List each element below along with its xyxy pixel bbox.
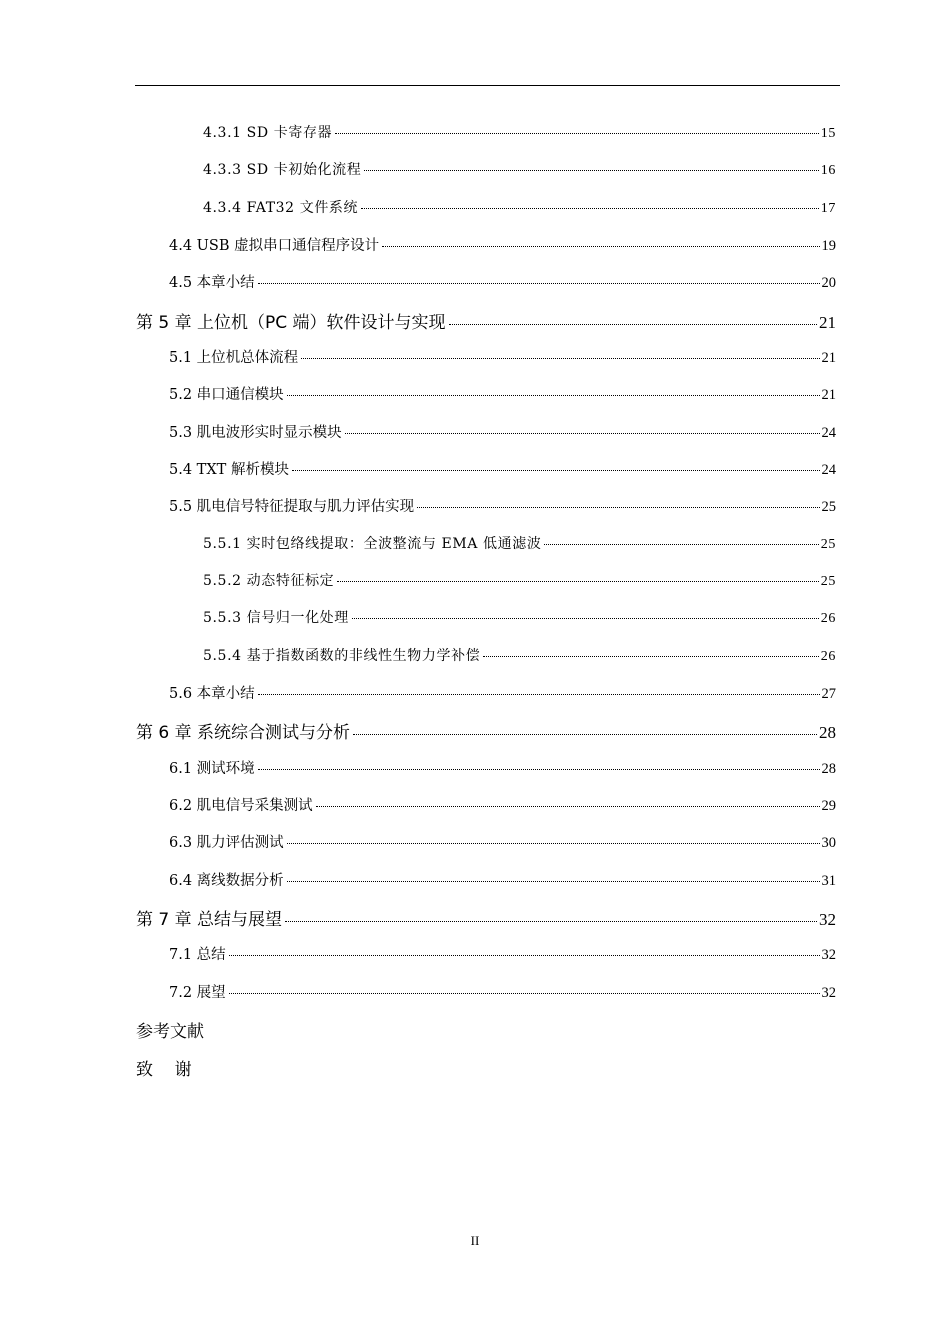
toc-page-number: 32 [821, 985, 836, 1001]
toc-page-number: 28 [819, 723, 836, 742]
toc-entry[interactable] [169, 794, 836, 815]
leader-dots [229, 993, 820, 994]
leader-dots [287, 843, 820, 844]
leader-dots [285, 921, 817, 922]
toc-page-number: 17 [820, 201, 836, 216]
toc-entry[interactable] [203, 197, 836, 217]
leader-dots [352, 618, 819, 619]
toc-page-number: 24 [821, 462, 836, 478]
toc-entry-label: 参考文献 [136, 1022, 204, 1042]
toc-entry[interactable] [203, 570, 836, 590]
toc-entry-label: 5.5.2 动态特征标定 [203, 573, 335, 589]
toc-entry-label: 7.1 总结 [169, 947, 226, 963]
toc-entry[interactable] [203, 607, 836, 627]
leader-dots [544, 544, 818, 545]
toc-page-number: 26 [820, 649, 836, 664]
toc-entry-label: 5.5.1 实时包络线提取：全波整流与 EMA 低通滤波 [203, 536, 542, 552]
toc-entry[interactable] [203, 122, 836, 142]
toc-entry-label: 4.3.1 SD 卡寄存器 [203, 125, 333, 141]
toc-entry-label: 第 5 章 上位机（PC 端）软件设计与实现 [136, 313, 446, 333]
toc-page-number: 28 [821, 761, 836, 777]
toc-page-number: 25 [821, 499, 836, 515]
toc-entry-label: 5.5 肌电信号特征提取与肌力评估实现 [169, 499, 415, 515]
toc-page-number: 26 [820, 611, 836, 626]
toc-entry[interactable] [169, 682, 836, 703]
leader-dots [316, 806, 820, 807]
toc-page-number: 21 [819, 313, 836, 332]
toc-entry-label: 6.4 离线数据分析 [169, 873, 284, 889]
toc-entry[interactable] [169, 981, 836, 1002]
toc-page-number: 32 [819, 910, 836, 929]
leader-dots [335, 133, 819, 134]
leader-dots [483, 656, 819, 657]
toc-entry[interactable] [169, 831, 836, 852]
toc-entry[interactable] [169, 234, 836, 255]
toc-entry[interactable] [203, 159, 836, 179]
leader-dots [364, 170, 818, 171]
toc-entry-label: 5.4 TXT 解析模块 [169, 462, 289, 478]
leader-dots [287, 395, 820, 396]
toc-entry-label: 7.2 展望 [169, 985, 226, 1001]
toc-entry[interactable] [169, 943, 836, 964]
leader-dots [229, 955, 820, 956]
leader-dots [301, 358, 819, 359]
leader-dots [337, 581, 819, 582]
toc-entry[interactable] [169, 383, 836, 404]
toc-page-number: 32 [821, 947, 836, 963]
toc-entry[interactable] [203, 645, 836, 665]
toc-entry-label: 5.2 串口通信模块 [169, 387, 284, 403]
toc-entry[interactable] [169, 495, 836, 516]
toc-entry[interactable] [203, 533, 836, 553]
toc-entry-label: 6.1 测试环境 [169, 761, 255, 777]
toc-entry-label: 第 6 章 系统综合测试与分析 [136, 723, 351, 743]
toc-page-number: 30 [821, 835, 836, 851]
toc-chapter-entry[interactable] [136, 905, 836, 930]
leader-dots [449, 324, 817, 325]
toc-entry-label: 4.3.4 FAT32 文件系统 [203, 200, 359, 216]
toc-page-number: 21 [821, 350, 836, 366]
toc-chapter-entry[interactable] [136, 1055, 192, 1080]
leader-dots [417, 507, 819, 508]
toc-page-number: 25 [820, 537, 836, 552]
toc-page-number: 31 [821, 873, 836, 889]
toc-entry[interactable] [169, 271, 836, 292]
toc-entry-label: 4.5 本章小结 [169, 275, 255, 291]
leader-dots [258, 283, 820, 284]
toc-entry[interactable] [169, 757, 836, 778]
toc-entry-label: 6.2 肌电信号采集测试 [169, 798, 313, 814]
toc-entry-label: 致 谢 [136, 1060, 192, 1080]
toc-entry-label: 5.3 肌电波形实时显示模块 [169, 425, 342, 441]
toc-entry[interactable] [169, 458, 836, 479]
footer-page-number: II [470, 1233, 480, 1248]
toc-page-number: 29 [821, 798, 836, 814]
toc-page-number: 19 [821, 238, 836, 254]
leader-dots [258, 769, 820, 770]
toc-entry-label: 5.6 本章小结 [169, 686, 255, 702]
toc-chapter-entry[interactable] [136, 1017, 204, 1042]
toc-page-number: 24 [821, 425, 836, 441]
leader-dots [258, 694, 820, 695]
leader-dots [292, 470, 820, 471]
toc-page-number: 25 [820, 574, 836, 589]
toc-entry[interactable] [169, 869, 836, 890]
toc-page-number: 20 [821, 275, 836, 291]
toc-page-number: 27 [821, 686, 836, 702]
toc-page-number: 21 [821, 387, 836, 403]
header-rule [135, 85, 840, 86]
toc-chapter-entry[interactable] [136, 718, 836, 743]
toc-entry-label: 4.3.3 SD 卡初始化流程 [203, 162, 362, 178]
toc-chapter-entry[interactable] [136, 308, 836, 333]
toc-entry-label: 5.1 上位机总体流程 [169, 350, 299, 366]
toc-entry[interactable] [169, 421, 836, 442]
leader-dots [287, 881, 820, 882]
leader-dots [353, 734, 817, 735]
leader-dots [345, 433, 820, 434]
toc-entry[interactable] [169, 346, 836, 367]
toc-entry-label: 6.3 肌力评估测试 [169, 835, 284, 851]
toc-entry-label: 第 7 章 总结与展望 [136, 910, 283, 930]
toc-page-number: 15 [820, 126, 836, 141]
leader-dots [361, 208, 819, 209]
leader-dots [382, 246, 819, 247]
toc-entry-label: 5.5.3 信号归一化处理 [203, 610, 349, 626]
toc-entry-label: 5.5.4 基于指数函数的非线性生物力学补偿 [203, 648, 481, 664]
toc-entry-label: 4.4 USB 虚拟串口通信程序设计 [169, 238, 380, 254]
toc-page-number: 16 [820, 163, 836, 178]
